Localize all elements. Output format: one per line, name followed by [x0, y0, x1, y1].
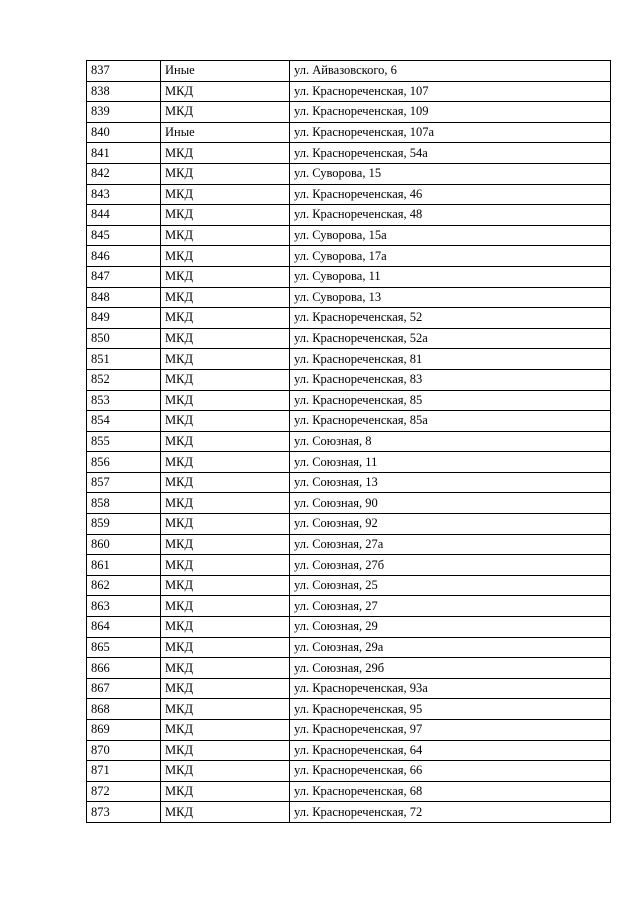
object-type: МКД	[161, 143, 290, 164]
address: ул. Союзная, 27а	[290, 534, 611, 555]
address: ул. Суворова, 13	[290, 287, 611, 308]
address: ул. Суворова, 11	[290, 266, 611, 287]
object-type: МКД	[161, 720, 290, 741]
address: ул. Союзная, 11	[290, 452, 611, 473]
object-type: МКД	[161, 761, 290, 782]
row-number: 843	[87, 184, 161, 205]
row-number: 867	[87, 678, 161, 699]
row-number: 862	[87, 575, 161, 596]
row-number: 852	[87, 369, 161, 390]
row-number: 869	[87, 720, 161, 741]
table-row	[87, 740, 611, 761]
object-type: МКД	[161, 472, 290, 493]
table-row	[87, 225, 611, 246]
table-row	[87, 452, 611, 473]
row-number: 859	[87, 514, 161, 535]
object-type: МКД	[161, 596, 290, 617]
row-number: 851	[87, 349, 161, 370]
object-type: МКД	[161, 349, 290, 370]
address: ул. Союзная, 27б	[290, 555, 611, 576]
table-row	[87, 699, 611, 720]
address: ул. Красноречeнская, 95	[290, 699, 611, 720]
address: ул. Красноречeнская, 64	[290, 740, 611, 761]
address: ул. Союзная, 29а	[290, 637, 611, 658]
row-number: 848	[87, 287, 161, 308]
table-row	[87, 555, 611, 576]
address-registry-table	[86, 60, 611, 823]
address: ул. Красноречeнская, 52	[290, 308, 611, 329]
table-body	[87, 61, 611, 823]
object-type: МКД	[161, 617, 290, 638]
row-number: 860	[87, 534, 161, 555]
table-row	[87, 287, 611, 308]
address: ул. Союзная, 29б	[290, 658, 611, 679]
address: ул. Красноречeнская, 85	[290, 390, 611, 411]
object-type: МКД	[161, 81, 290, 102]
object-type: МКД	[161, 328, 290, 349]
address: ул. Союзная, 29	[290, 617, 611, 638]
object-type: МКД	[161, 390, 290, 411]
object-type: МКД	[161, 184, 290, 205]
object-type: МКД	[161, 102, 290, 123]
address: ул. Союзная, 25	[290, 575, 611, 596]
table-row	[87, 678, 611, 699]
address: ул. Красноречeнская, 81	[290, 349, 611, 370]
address: ул. Суворова, 17а	[290, 246, 611, 267]
row-number: 855	[87, 431, 161, 452]
row-number: 844	[87, 205, 161, 226]
address: ул. Красноречeнская, 68	[290, 781, 611, 802]
address: ул. Краснореченская, 107	[290, 81, 611, 102]
table-row	[87, 514, 611, 535]
object-type: МКД	[161, 514, 290, 535]
object-type: МКД	[161, 287, 290, 308]
object-type: МКД	[161, 781, 290, 802]
table-row	[87, 411, 611, 432]
row-number: 847	[87, 266, 161, 287]
row-number: 866	[87, 658, 161, 679]
row-number: 839	[87, 102, 161, 123]
row-number: 850	[87, 328, 161, 349]
address: ул. Красноречeнская, 66	[290, 761, 611, 782]
table-row	[87, 472, 611, 493]
address: ул. Красноречeнская, 97	[290, 720, 611, 741]
row-number: 846	[87, 246, 161, 267]
object-type: МКД	[161, 369, 290, 390]
row-number: 861	[87, 555, 161, 576]
address: ул. Союзная, 8	[290, 431, 611, 452]
row-number: 873	[87, 802, 161, 823]
row-number: 854	[87, 411, 161, 432]
address: ул. Красноречeнская, 54а	[290, 143, 611, 164]
address: ул. Суворова, 15	[290, 163, 611, 184]
address: ул. Красноречeнская, 52а	[290, 328, 611, 349]
table-row	[87, 266, 611, 287]
object-type: МКД	[161, 575, 290, 596]
row-number: 841	[87, 143, 161, 164]
address: ул. Союзная, 92	[290, 514, 611, 535]
table-row	[87, 81, 611, 102]
object-type: МКД	[161, 308, 290, 329]
object-type: МКД	[161, 266, 290, 287]
object-type: МКД	[161, 205, 290, 226]
address: ул. Красноречeнская, 46	[290, 184, 611, 205]
address: ул. Союзная, 90	[290, 493, 611, 514]
object-type: МКД	[161, 246, 290, 267]
row-number: 864	[87, 617, 161, 638]
table-row	[87, 143, 611, 164]
table-row	[87, 163, 611, 184]
address: ул. Краснореченская, 107а	[290, 122, 611, 143]
row-number: 842	[87, 163, 161, 184]
object-type: Иные	[161, 61, 290, 82]
address: ул. Красноречeнская, 72	[290, 802, 611, 823]
object-type: МКД	[161, 678, 290, 699]
object-type: МКД	[161, 658, 290, 679]
object-type: МКД	[161, 699, 290, 720]
row-number: 845	[87, 225, 161, 246]
table-row	[87, 534, 611, 555]
table-row	[87, 328, 611, 349]
object-type: МКД	[161, 411, 290, 432]
row-number: 863	[87, 596, 161, 617]
row-number: 853	[87, 390, 161, 411]
table-row	[87, 205, 611, 226]
object-type: Иные	[161, 122, 290, 143]
row-number: 840	[87, 122, 161, 143]
table-row	[87, 308, 611, 329]
object-type: МКД	[161, 637, 290, 658]
row-number: 872	[87, 781, 161, 802]
table-row	[87, 596, 611, 617]
object-type: МКД	[161, 452, 290, 473]
address: ул. Красноречeнская, 109	[290, 102, 611, 123]
address: ул. Союзная, 27	[290, 596, 611, 617]
table-row	[87, 349, 611, 370]
row-number: 870	[87, 740, 161, 761]
table-row	[87, 802, 611, 823]
table-row	[87, 637, 611, 658]
table-row	[87, 720, 611, 741]
table-row	[87, 122, 611, 143]
table-row	[87, 493, 611, 514]
object-type: МКД	[161, 225, 290, 246]
row-number: 871	[87, 761, 161, 782]
address: ул. Союзная, 13	[290, 472, 611, 493]
table-row	[87, 761, 611, 782]
row-number: 856	[87, 452, 161, 473]
row-number: 865	[87, 637, 161, 658]
row-number: 868	[87, 699, 161, 720]
address: ул. Суворова, 15а	[290, 225, 611, 246]
table-row	[87, 575, 611, 596]
row-number: 838	[87, 81, 161, 102]
table-row	[87, 369, 611, 390]
table-row	[87, 184, 611, 205]
address: ул. Красноречeнская, 85а	[290, 411, 611, 432]
row-number: 849	[87, 308, 161, 329]
table-row	[87, 246, 611, 267]
object-type: МКД	[161, 555, 290, 576]
row-number: 837	[87, 61, 161, 82]
address: ул. Красноречeнская, 93а	[290, 678, 611, 699]
table-row	[87, 617, 611, 638]
address: ул. Красноречeнская, 83	[290, 369, 611, 390]
object-type: МКД	[161, 534, 290, 555]
table-row	[87, 658, 611, 679]
table-row	[87, 61, 611, 82]
object-type: МКД	[161, 493, 290, 514]
row-number: 857	[87, 472, 161, 493]
table-row	[87, 102, 611, 123]
object-type: МКД	[161, 802, 290, 823]
table-row	[87, 781, 611, 802]
table-row	[87, 390, 611, 411]
object-type: МКД	[161, 740, 290, 761]
table-row	[87, 431, 611, 452]
row-number: 858	[87, 493, 161, 514]
address: ул. Айвазовского, 6	[290, 61, 611, 82]
object-type: МКД	[161, 163, 290, 184]
object-type: МКД	[161, 431, 290, 452]
address: ул. Красноречeнская, 48	[290, 205, 611, 226]
